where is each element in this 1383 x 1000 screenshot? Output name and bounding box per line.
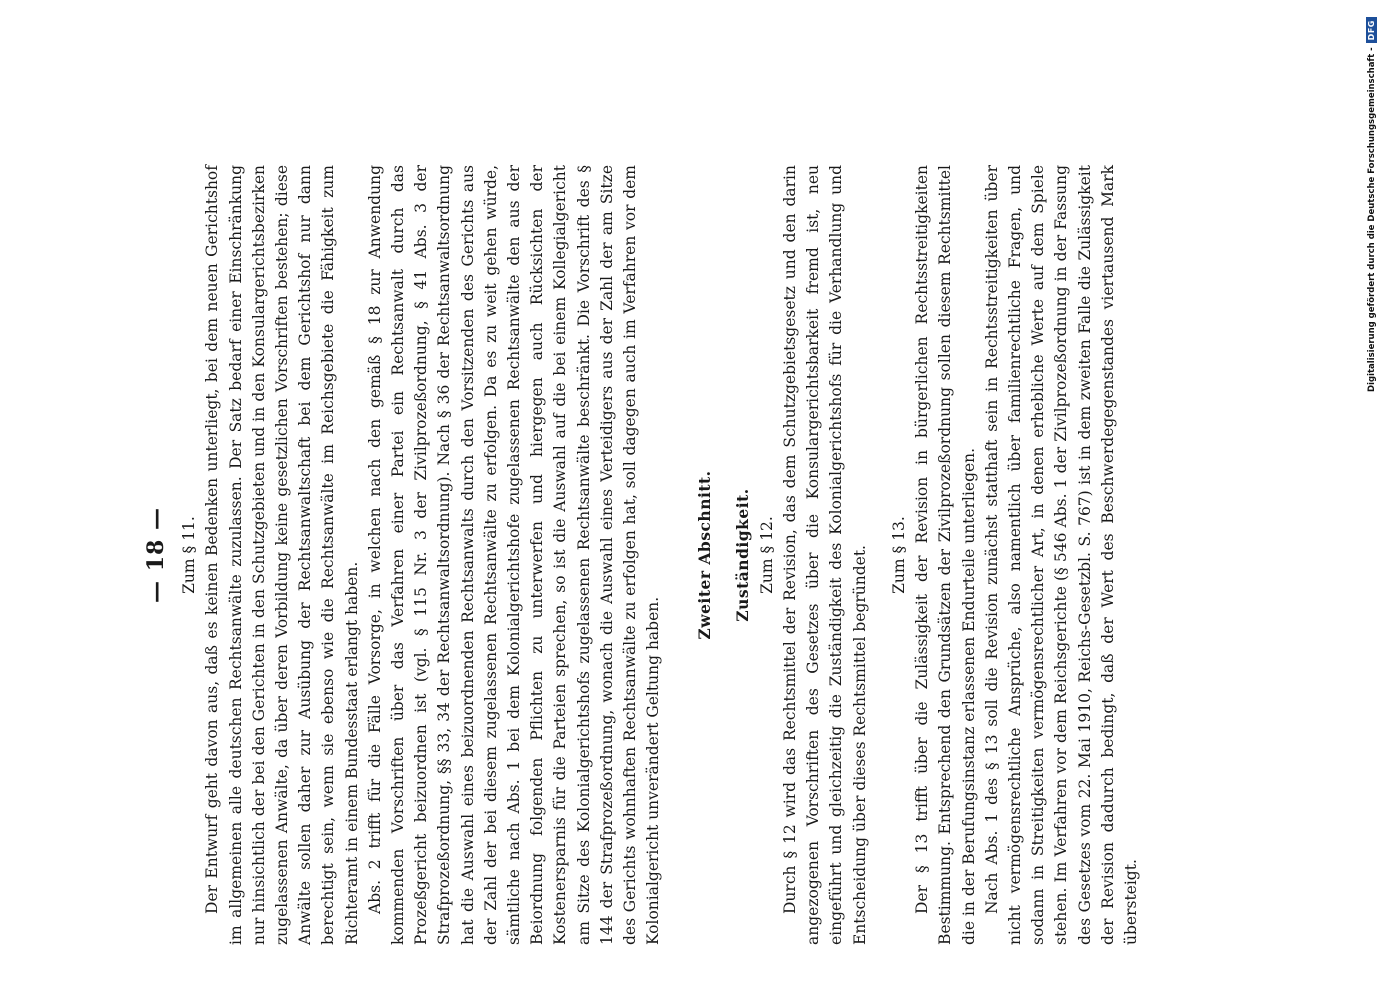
- print-block: [145, 165, 1255, 945]
- heading-zum-12: Zum § 12.: [757, 516, 776, 594]
- dfg-logo: DFG: [1366, 17, 1377, 43]
- paragraph: Abs. 2 trifft für die Fälle Vorsorge, in welchen nach den gemäß § 18 zur Anwendung kommenden Vorschriften über das Verfahren einer Partei ein Rechtsanwalt durch das Prozeßgericht beizuordnen ist (vgl. § 115 Nr. 3 der Zivilprozeßordnung, § 41 Abs. 3 der Strafprozeßordnung, §§ 33, 34 der Rechtsanwaltsordnung). Nach § 36 der Rechtsanwaltsordnung hat die Auswahl eines beizuordnenden Rechtsanwalts durch den Vorsitzenden des Gerichts aus der Zahl der bei diesem zugelassenen Rechtsanwälte zu erfolgen. Da es zu weit gehen würde, sämtliche nach Abs. 1 bei dem Kolonialgerichtshofe zugelassenen Rechtsanwälte den aus der Beiordnung folgenden Pflichten zu unterwerfen und hiergegen auch Rücksichten der Kostenersparnis für die Parteien sprechen, so ist die Auswahl auf die bei einem Kollegialgericht am Sitze des Kolonialgerichtshofs zugelassenen Rechtsanwälte beschränkt. Die Vorschrift des § 144 der Strafprozeßordnung, wonach die Auswahl eines Verteidigers aus der Zahl der am Sitze des Gerichts wohnhaften Rechtsanwälte zu erfolgen hat, soll dagegen auch im Verfahren vor dem Kolonialgericht unverändert Geltung haben.: [365, 165, 663, 945]
- section-title: Zweiter Abschnitt.: [695, 470, 715, 640]
- heading-zum-11: Zum § 11.: [180, 516, 199, 594]
- credit-text: Digitalisierung gefördert durch die Deutsche Forschungsgemeinschaft -: [1366, 47, 1377, 392]
- spacer: [872, 165, 886, 945]
- section-subtitle: Zuständigkeit.: [732, 488, 752, 622]
- paragraph: Der § 13 trifft über die Zulässigkeit der Revision in bürgerlichen Rechtsstreitigkeiten Bestimmung. Entsprechend den Grundsätzen der Zivilprozeßordnung sollen diesem Rechtsmittel die in der Berufungsinstanz erlassenen Endurteile unterliegen.: [913, 165, 978, 945]
- paragraph: Durch § 12 wird das Rechtsmittel der Revision, das dem Schutzgebietsgesetz und den darin angezogenen Vorschriften des Gesetzes über die Konsulargerichtsbarkeit fremd ist, neu eingeführt und gleichzeitig die Zuständigkeit des Kolonialgerichtshofs für die Verhandlung und Entscheidung über dieses Rechtsmittel begründet.: [781, 165, 869, 945]
- digitization-credit: [1366, 12, 1380, 392]
- heading-zum-13: Zum § 13.: [889, 516, 908, 594]
- paragraph: Der Entwurf geht davon aus, daß es keinen Bedenken unterliegt, bei dem neuen Gerichtshof im allgemeinen alle deutschen Rechtsanwälte zuzulassen. Der Satz bedarf einer Einschränkung nur hinsichtlich der bei den Gerichten in den Schutzgebieten und in den Konsulargerichtsbezirken zugelassenen Anwälte, da über deren Vorbildung keine gesetzlichen Vorschriften bestehen; diese Anwälte sollen daher zur Ausübung der Rechtsanwaltschaft bei dem Gerichtshof nur dann berechtigt sein, wenn sie ebenso wie die Rechtsanwälte im Reichsgebiete die Fähigkeit zum Richteramt in einem Bundesstaat erlangt haben.: [203, 165, 361, 945]
- paragraph: Nach Abs. 1 des § 13 soll die Revision zunächst statthaft sein in Rechtsstreitigkeiten über nicht vermögensrechtliche Ansprüche, also namentlich über familienrechtliche Fragen, und sodann in Streitigkeiten vermögensrechtlicher Art, in denen erhebliche Werte auf dem Spiele stehen. Im Verfahren vor dem Reichsgerichte (§ 546 Abs. 1 der Zivilprozeßordnung in der Fassung des Gesetzes vom 22. Mai 1910, Reichs-Gesetzbl. S. 767) ist in dem zweiten Falle die Zulässigkeit der Revision dadurch bedingt, daß der Wert des Beschwerdegegenstandes viertausend Mark übersteigt.: [982, 165, 1140, 945]
- spacer: [665, 165, 679, 945]
- page-number: — 18 —: [143, 507, 169, 603]
